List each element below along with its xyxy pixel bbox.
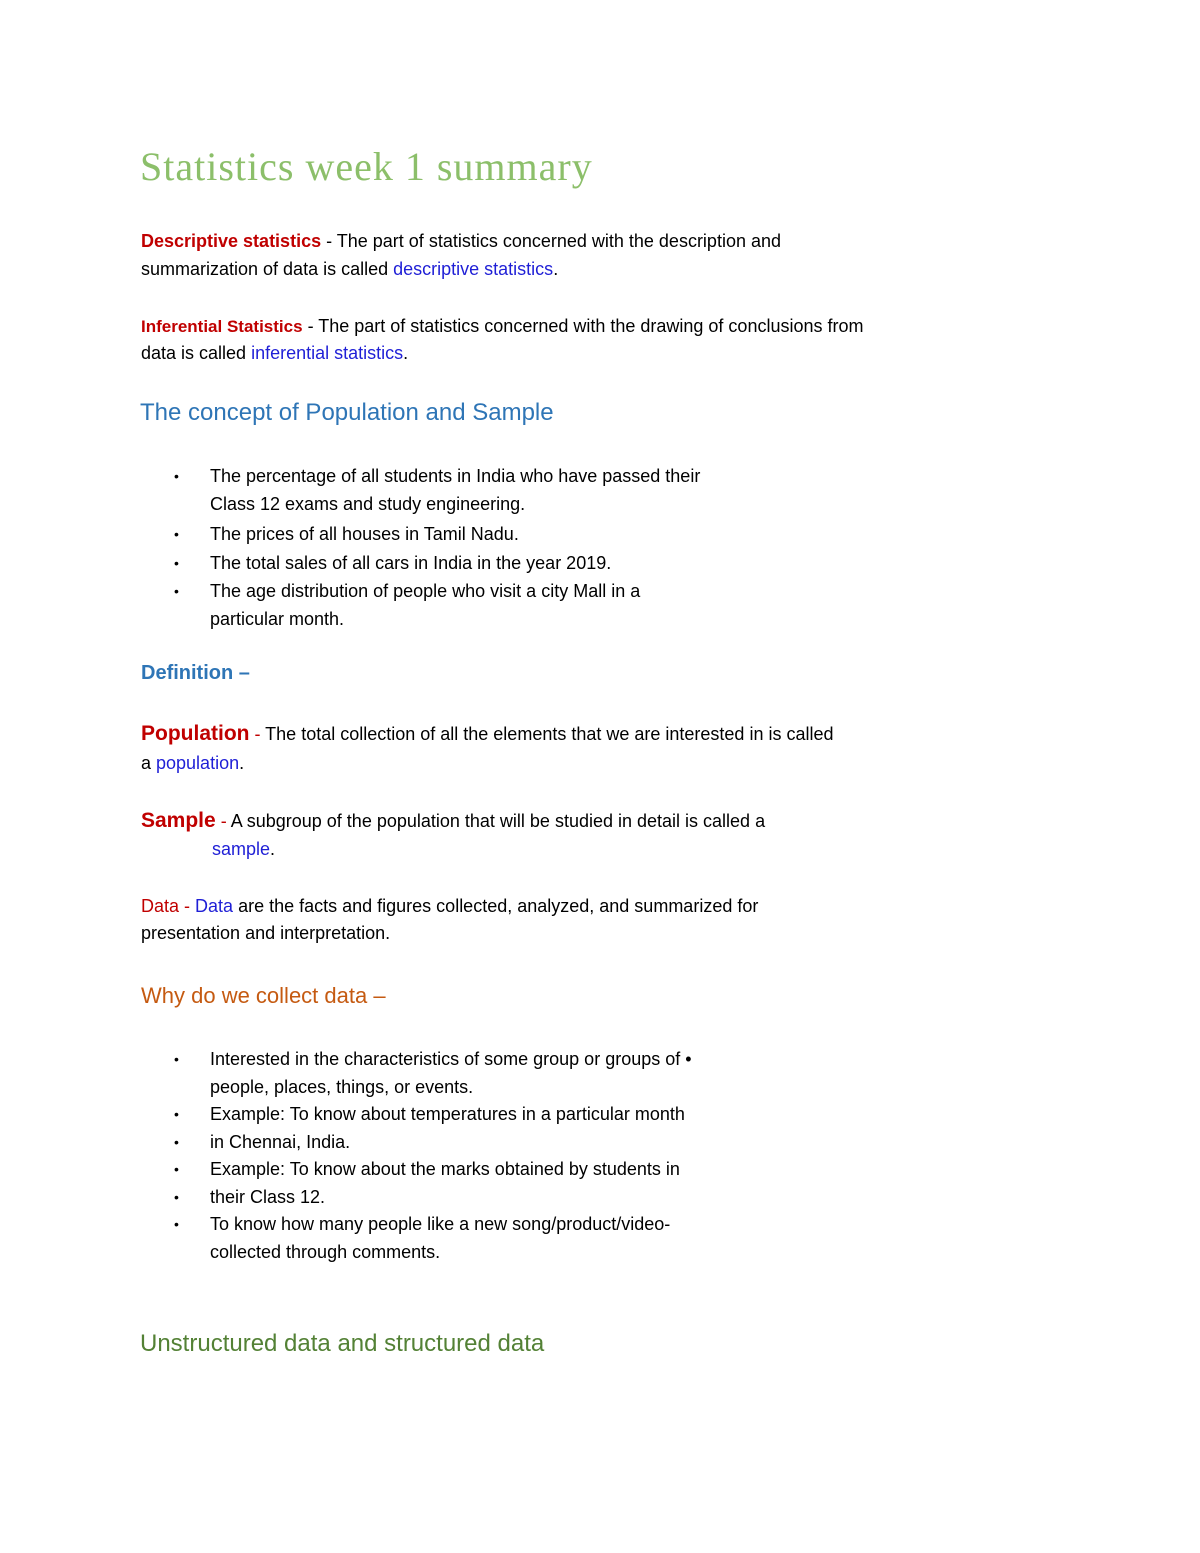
bullet-icon: • <box>174 468 179 484</box>
list-item-line2: collected through comments. <box>210 1241 441 1262</box>
list-item <box>170 1184 692 1212</box>
data-term: Data - <box>141 896 196 916</box>
list-item <box>170 578 700 633</box>
list-item <box>170 1101 692 1129</box>
inferential-end: . <box>403 343 409 363</box>
population-term: Population <box>141 722 250 745</box>
bullet-icon: • <box>174 1106 179 1122</box>
data-text2: presentation and interpretation. <box>141 923 391 943</box>
descriptive-term: Descriptive statistics <box>141 231 322 251</box>
list-item-line1: Example: To know about temperatures in a particular month <box>210 1104 685 1124</box>
descriptive-definition-line2 <box>141 255 558 283</box>
bullet-icon: • <box>174 1133 179 1150</box>
list-item <box>170 521 700 549</box>
list-item-line1: Interested in the characteristics of some group or groups of • <box>210 1049 692 1069</box>
population-dash: - <box>249 724 266 744</box>
list-item-line2: particular month. <box>210 608 345 629</box>
data-highlight: Data <box>195 896 234 916</box>
list-item <box>170 550 700 578</box>
unstructured-heading: Unstructured data and structured data <box>140 1330 545 1357</box>
bullet-icon: • <box>174 583 179 599</box>
bullet-icon: • <box>174 1216 179 1232</box>
data-definition-line1 <box>141 892 758 920</box>
why-bullet-list <box>170 1046 692 1266</box>
concept-heading: The concept of Population and Sample <box>140 399 554 426</box>
sample-definition-line1 <box>141 807 765 835</box>
descriptive-text2: summarization of data is called <box>141 259 394 279</box>
list-item <box>170 1046 692 1101</box>
page-title: Statistics week 1 summary <box>140 144 593 189</box>
list-item-line1: The age distribution of people who visit a city Mall in a <box>210 581 641 601</box>
inferential-definition-line2 <box>141 339 408 367</box>
inferential-text1: - The part of statistics concerned with the drawing of conclusions from <box>302 316 864 336</box>
bullet-icon: • <box>174 554 179 571</box>
sample-text1: A subgroup of the population that will be studied in detail is called a <box>230 811 766 831</box>
list-item-line1: To know how many people like a new song/product/video- <box>210 1214 671 1234</box>
list-item-line1: their Class 12. <box>210 1186 326 1207</box>
list-item <box>170 463 700 518</box>
bullet-icon: • <box>174 1188 179 1205</box>
list-item-line1: Example: To know about the marks obtained by students in <box>210 1159 680 1179</box>
descriptive-end: . <box>553 259 559 279</box>
list-item <box>170 1156 692 1184</box>
descriptive-text1: - The part of statistics concerned with the description and <box>321 231 781 251</box>
list-item <box>170 1211 692 1266</box>
why-heading: Why do we collect data – <box>141 983 386 1008</box>
sample-definition-line2 <box>212 835 275 863</box>
concept-bullet-list <box>170 463 700 633</box>
inferential-highlight: inferential statistics <box>251 343 404 363</box>
list-item-line1: in Chennai, India. <box>210 1131 351 1152</box>
bullet-icon: • <box>174 526 179 542</box>
population-highlight: population <box>156 753 240 773</box>
inferential-definition-line1 <box>141 312 864 341</box>
definition-heading: Definition – <box>141 662 250 684</box>
population-definition-line1 <box>141 720 833 748</box>
inferential-term: Inferential Statistics <box>141 317 303 336</box>
sample-dash: - <box>215 811 231 831</box>
descriptive-definition-line1 <box>141 227 781 255</box>
list-item-line2: Class 12 exams and study engineering. <box>210 493 526 514</box>
data-definition-line2 <box>141 919 390 947</box>
population-end: . <box>239 753 245 773</box>
sample-highlight: sample <box>212 839 271 859</box>
list-item <box>170 1129 692 1157</box>
list-item-line1: The prices of all houses in Tamil Nadu. <box>210 524 519 544</box>
descriptive-highlight: descriptive statistics <box>393 259 554 279</box>
list-item-line1: The total sales of all cars in India in the year 2019. <box>210 552 612 573</box>
sample-term: Sample <box>141 809 216 832</box>
list-item-line2: people, places, things, or events. <box>210 1076 474 1097</box>
bullet-icon: • <box>174 1161 179 1177</box>
sample-end: . <box>270 839 276 859</box>
data-text1: are the facts and figures collected, analyzed, and summarized for <box>233 896 759 916</box>
bullet-icon: • <box>174 1051 179 1067</box>
list-item-line1: The percentage of all students in India who have passed their <box>210 466 701 486</box>
population-text2: a <box>141 753 157 773</box>
inferential-text2: data is called <box>141 343 252 363</box>
population-definition-line2 <box>141 749 244 777</box>
population-text1: The total collection of all the elements that we are interested in is called <box>265 724 834 744</box>
